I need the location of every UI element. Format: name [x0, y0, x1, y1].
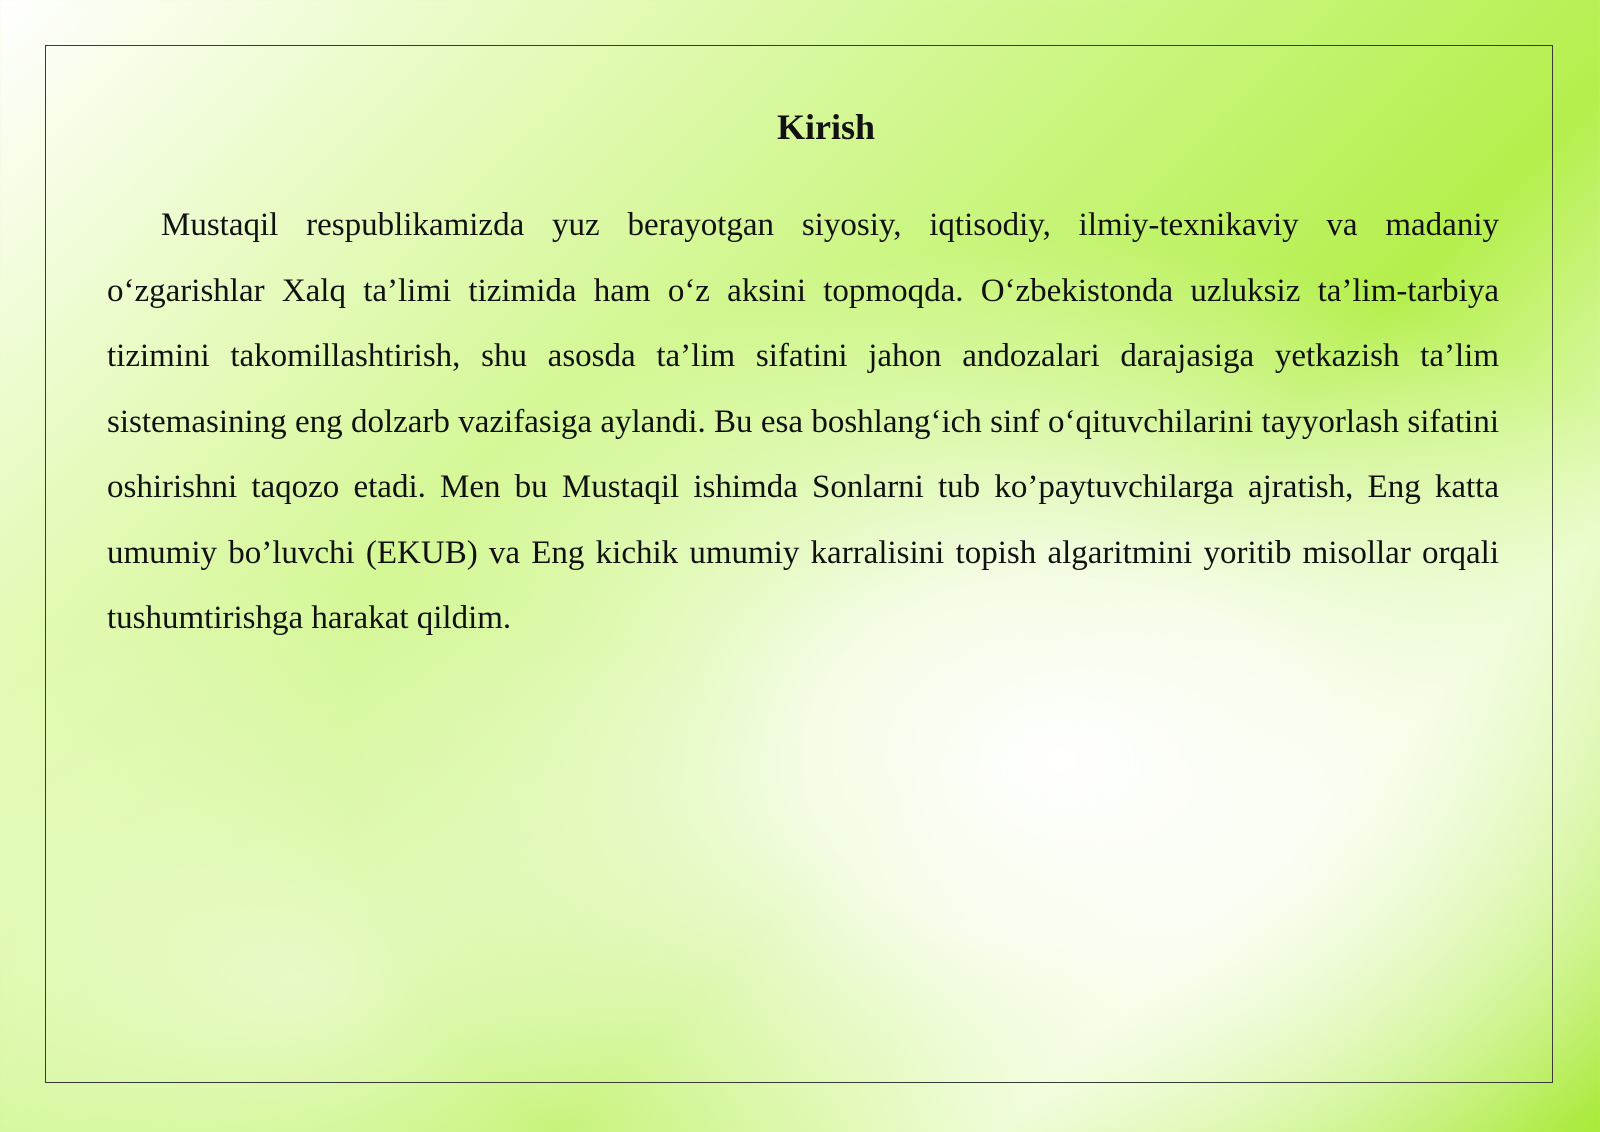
document-title: Kirish — [776, 107, 875, 147]
document-body-paragraph: Mustaqil respublikamizda yuz berayotgan siyosiy, iqtisodiy, ilmiy-texnikaviy va madaniy o‘zgarishlar Xalq ta’limi tizimida ham o‘z aksini topmoqda. O‘zbekistonda uzluksiz ta’lim-tarbiya tizimini takomillashtirish, shu asosda ta’lim sifatini jahon andozalari darajasiga yetkazish ta’lim sistemasining eng dolzarb vazifasiga aylandi. Bu esa boshlang‘ich sinf o‘qituvchilarini tayyorlash sifatini oshirishni taqozo etadi. Men bu Mustaqil ishimda Sonlarni tub ko’paytuvchilarga ajratish, Eng katta umumiy bo’luvchi (EKUB) va Eng kichik umumiy karralisini topish algaritmini yoritib misollar orqali tushumtirishga harakat qildim. — [107, 207, 1499, 636]
